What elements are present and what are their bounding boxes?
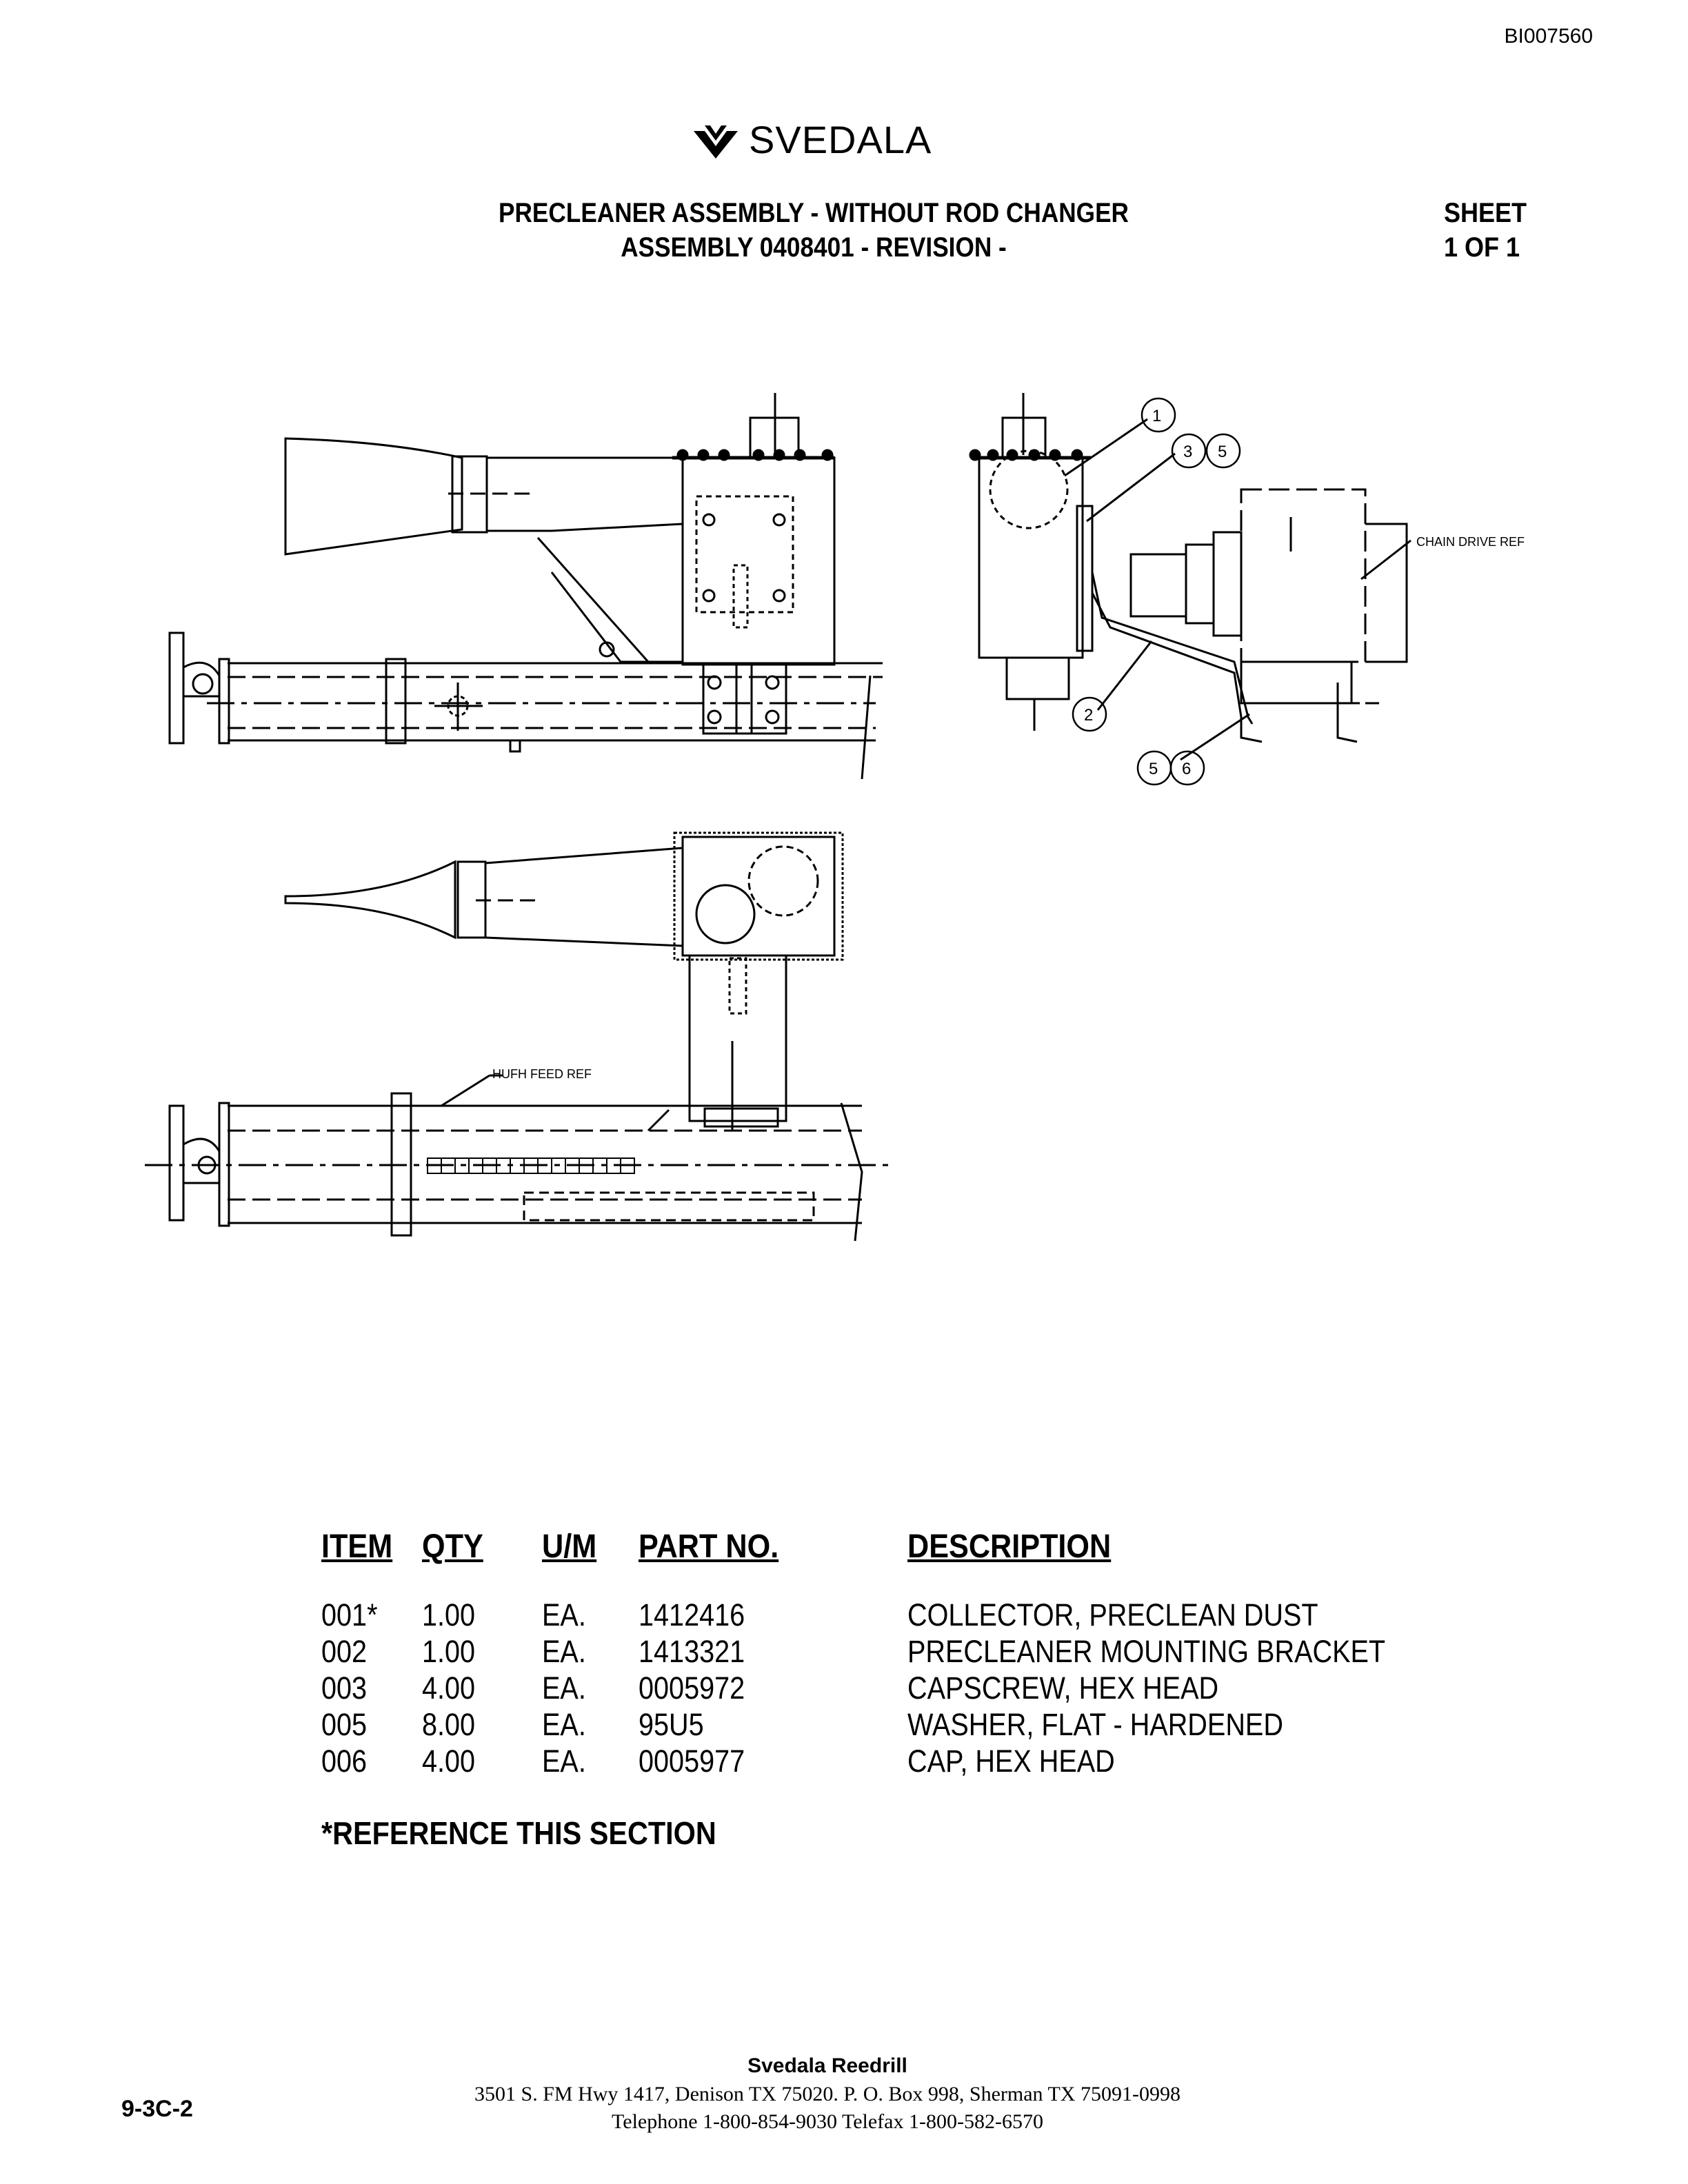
um-cell: EA. xyxy=(542,1707,586,1742)
um-cell: EA. xyxy=(542,1634,586,1669)
item-cell: 005 xyxy=(321,1707,368,1742)
table-row xyxy=(321,1743,1425,1780)
feed-label: HUFH FEED REF xyxy=(492,1067,592,1081)
header-item: ITEM xyxy=(321,1528,393,1565)
header-part-no: PART NO. xyxy=(639,1528,779,1565)
svedala-logo xyxy=(690,116,938,164)
qty-cell: 1.00 xyxy=(422,1634,476,1669)
callout-1: 1 xyxy=(1152,407,1162,425)
page-code: 9-3C-2 xyxy=(121,2096,193,2122)
parts-list xyxy=(321,1528,1425,1780)
table-row xyxy=(321,1597,1425,1634)
description-cell: COLLECTOR, PRECLEAN DUST xyxy=(907,1597,1318,1632)
title-line-1: PRECLEANER ASSEMBLY - WITHOUT ROD CHANGER xyxy=(499,198,1129,228)
top-view xyxy=(145,833,890,1241)
callout-3: 3 xyxy=(1183,443,1193,461)
document-id: BI007560 xyxy=(1504,25,1593,48)
um-cell: EA. xyxy=(542,1670,586,1706)
qty-cell: 1.00 xyxy=(422,1597,476,1632)
callout-5: 5 xyxy=(1218,443,1227,461)
header-qty: QTY xyxy=(422,1528,483,1565)
callout-5b: 5 xyxy=(1149,760,1158,778)
qty-cell: 8.00 xyxy=(422,1707,476,1742)
item-cell: 006 xyxy=(321,1743,368,1779)
part-no-cell: 1413321 xyxy=(639,1634,745,1669)
reference-note: *REFERENCE THIS SECTION xyxy=(321,1815,716,1851)
callout-6: 6 xyxy=(1182,760,1192,778)
footer xyxy=(345,2052,1310,2136)
qty-cell: 4.00 xyxy=(422,1743,476,1779)
item-cell: 001* xyxy=(321,1597,378,1632)
logo-text: SVEDALA xyxy=(749,118,932,161)
part-no-cell: 0005977 xyxy=(639,1743,745,1779)
table-row xyxy=(321,1707,1425,1743)
part-no-cell: 0005972 xyxy=(639,1670,745,1706)
qty-cell: 4.00 xyxy=(422,1670,476,1706)
footer-company: Svedala Reedrill xyxy=(747,2054,907,2077)
item-cell: 002 xyxy=(321,1634,368,1669)
description-cell: PRECLEANER MOUNTING BRACKET xyxy=(907,1634,1386,1669)
um-cell: EA. xyxy=(542,1597,586,1632)
part-no-cell: 1412416 xyxy=(639,1597,745,1632)
title-line-2: ASSEMBLY 0408401 - REVISION - xyxy=(621,232,1007,263)
part-no-cell: 95U5 xyxy=(639,1707,704,1742)
header-description: DESCRIPTION xyxy=(907,1528,1112,1565)
callout-2: 2 xyxy=(1084,706,1094,725)
footer-address: 3501 S. FM Hwy 1417, Denison TX 75020. P. O. Box 998, Sherman TX 75091-0998 xyxy=(474,2083,1180,2105)
description-cell: WASHER, FLAT - HARDENED xyxy=(907,1707,1283,1742)
assembly-drawing xyxy=(0,372,1688,1337)
sheet-indicator xyxy=(1444,196,1531,265)
side-view xyxy=(170,393,883,779)
table-row xyxy=(321,1670,1425,1707)
table-row xyxy=(321,1634,1425,1670)
item-cell: 003 xyxy=(321,1670,368,1706)
sheet-label: SHEET xyxy=(1444,198,1527,228)
um-cell: EA. xyxy=(542,1743,586,1779)
svedala-logo-icon xyxy=(690,116,745,164)
parts-list-header xyxy=(321,1528,1425,1564)
document-title xyxy=(437,196,1189,265)
description-cell: CAPSCREW, HEX HEAD xyxy=(907,1670,1219,1706)
description-cell: CAP, HEX HEAD xyxy=(907,1743,1115,1779)
sheet-value: 1 OF 1 xyxy=(1444,232,1520,263)
footer-telephone: Telephone 1-800-854-9030 Telefax 1-800-582-6570 xyxy=(612,2110,1043,2133)
chain-drive-label: CHAIN DRIVE REF xyxy=(1416,535,1525,549)
header-um: U/M xyxy=(542,1528,597,1565)
